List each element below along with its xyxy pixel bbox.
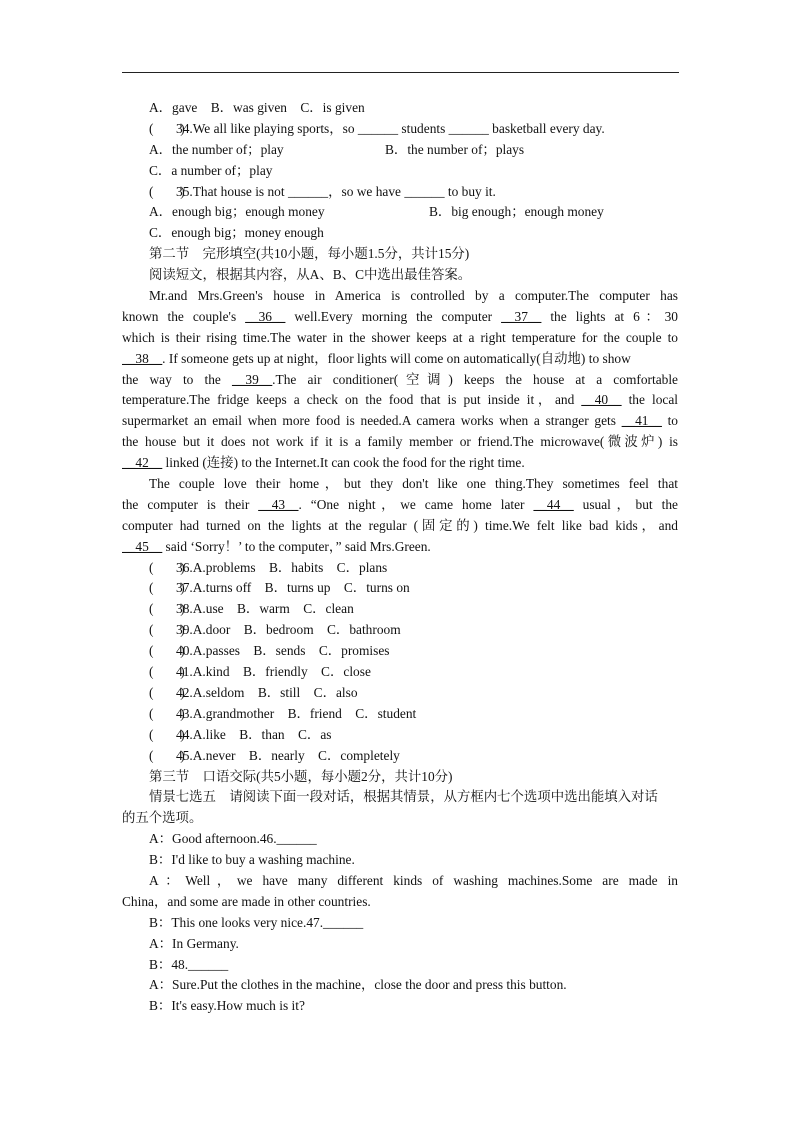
answer-paren: ( ) [149,747,185,763]
text-run: . “One night，we came home later [298,496,534,512]
blank-41: __41__ [621,413,662,429]
choice-text: 37.A.turns off B．turns up C．turns on [176,580,410,596]
answer-paren: ( ) [149,684,185,700]
section3-instructions-cont: 的五个选项。 [122,810,203,826]
q33-options: A．gave B．was given C．is given [149,100,365,115]
dialogue-line: B：It's easy.How much is it? [149,998,305,1014]
section2-instructions: 阅读短文，根据其内容，从A、B、C中选出最佳答案。 [149,267,472,283]
passage-line: Mr.and Mrs.Green's house in America is controlled by a computer.The computer has [149,288,678,304]
q35-option-b: B．big enough；enough money [429,204,604,220]
text-run: to [661,413,678,429]
choice-text: 42.A.seldom B．still C．also [176,684,358,700]
q34-stem [122,119,678,140]
answer-paren: ( ) [149,705,185,721]
text-run: the computer is their [122,496,259,512]
choice-text: 44.A.like B．than C．as [176,726,332,742]
q34-text: 34.We all like playing sports，so ______ students ______ basketball every day. [176,120,605,136]
q34-option-a: A．the number of；play [149,141,284,157]
choice-38 [122,599,678,620]
dialogue-line: B：I'd like to buy a washing machine. [149,852,355,868]
passage-line [122,537,678,558]
text-run: said ‘Sorry！’ to the computer，” said Mrs.Green. [162,538,431,554]
choice-37 [122,578,678,599]
text-run: .The air conditioner(空调) keeps the house at a comfortable [272,371,678,387]
q35-option-c: C．enough big；money enough [149,225,324,241]
dialogue-line: A：Sure.Put the clothes in the machine，close the door and press this button. [149,977,567,993]
choice-44 [122,725,678,746]
q34-options-ab [122,140,678,161]
text-run: known the couple's [122,308,246,324]
blank-37: __37__ [501,308,542,324]
choice-text: 45.A.never B．nearly C．completely [176,747,400,763]
dialogue-line: B：48.______ [149,956,229,972]
blank-36: __36__ [245,308,286,324]
blank-38: __38__ [122,350,163,366]
answer-paren: ( ) [149,601,185,617]
q35-stem [122,182,678,203]
choice-text: 39.A.door B．bedroom C．bathroom [176,622,401,638]
choice-41 [122,662,678,683]
blank-40: __40__ [581,392,622,408]
choice-text: 40.A.passes B．sends C．promises [176,643,390,659]
text-run: temperature.The fridge keeps a check on the food that is put inside it，and [122,392,582,408]
passage-line: which is their rising time.The water in the shower keeps at a right temperature for the couple to [122,329,678,345]
choice-text: 43.A.grandmother B．friend C．student [176,705,417,721]
header-rule [122,72,679,73]
choice-text: 41.A.kind B．friendly C．close [176,664,371,680]
answer-paren: ( ) [149,120,185,136]
page-content [122,98,678,1017]
dialogue-line: China，and some are made in other countries. [122,893,371,909]
choice-42 [122,683,678,704]
blank-45: __45__ [122,538,163,554]
choice-39 [122,620,678,641]
answer-paren: ( ) [149,183,185,199]
dialogue-line: A：Well，we have many different kinds of washing machines.Some are made in [149,872,678,888]
text-run: the lights at 6：30 [541,308,678,324]
passage-line: The couple love their home，but they don't like one thing.They sometimes feel that [149,476,678,492]
text-run: supermarket an email when more food is needed.A camera works when a stranger gets [122,413,622,429]
text-run: linked (连接) to the Internet.It can cook the food for the right time. [162,455,525,471]
passage-line: the house but it does not work if it is a family member or friend.The microwave(微波炉) is [122,434,678,450]
passage-line [122,370,678,391]
answer-paren: ( ) [149,643,185,659]
answer-paren: ( ) [149,664,185,680]
choice-36 [122,558,678,579]
q35-option-a: A．enough big；enough money [149,204,325,220]
q34-option-b: B．the number of；plays [385,141,525,157]
dialogue-line: A：Good afternoon.46.______ [149,831,317,847]
passage-line [122,349,678,370]
blank-39: __39__ [232,371,273,387]
blank-42: __42__ [122,455,163,471]
passage-line: computer had turned on the lights at the regular (固定的) time.We felt like bad kids，and [122,517,678,533]
section3-title: 第三节 口语交际(共5小题，每小题2分，共计10分) [149,768,453,784]
answer-paren: ( ) [149,726,185,742]
text-run: well.Every morning the computer [285,308,502,324]
answer-paren: ( ) [149,580,185,596]
passage-line [122,411,678,432]
q34-option-c: C．a number of；play [149,162,273,178]
choice-text: 38.A.use B．warm C．clean [176,601,354,617]
blank-44: __44__ [533,496,574,512]
dialogue-line: B：This one looks very nice.47.______ [149,914,364,930]
choice-43 [122,704,678,725]
section2-title: 第二节 完形填空(共10小题，每小题1.5分，共计15分) [149,246,470,262]
q35-text: 35.That house is not ______，so we have ______ to buy it. [176,183,496,199]
choice-text: 36.A.problems B．habits C．plans [176,559,388,575]
choice-45 [122,746,678,767]
text-run: the local [621,392,678,408]
answer-paren: ( ) [149,559,185,575]
dialogue-line: A：In Germany. [149,935,239,951]
section3-instructions: 情景七选五 请阅读下面一段对话，根据其情景，从方框内七个选项中选出能填入对话 [149,789,658,805]
text-run: usual，but the [573,496,678,512]
text-run: the way to the [122,371,232,387]
answer-paren: ( ) [149,622,185,638]
passage-line [122,307,678,328]
passage-line [122,453,678,474]
q35-options-ab [122,202,678,223]
choice-40 [122,641,678,662]
text-run: . If someone gets up at night，floor lights will come on automatically(自动地) to show [162,350,631,366]
passage-line [122,495,678,516]
blank-43: __43__ [258,496,299,512]
passage-line [122,390,678,411]
